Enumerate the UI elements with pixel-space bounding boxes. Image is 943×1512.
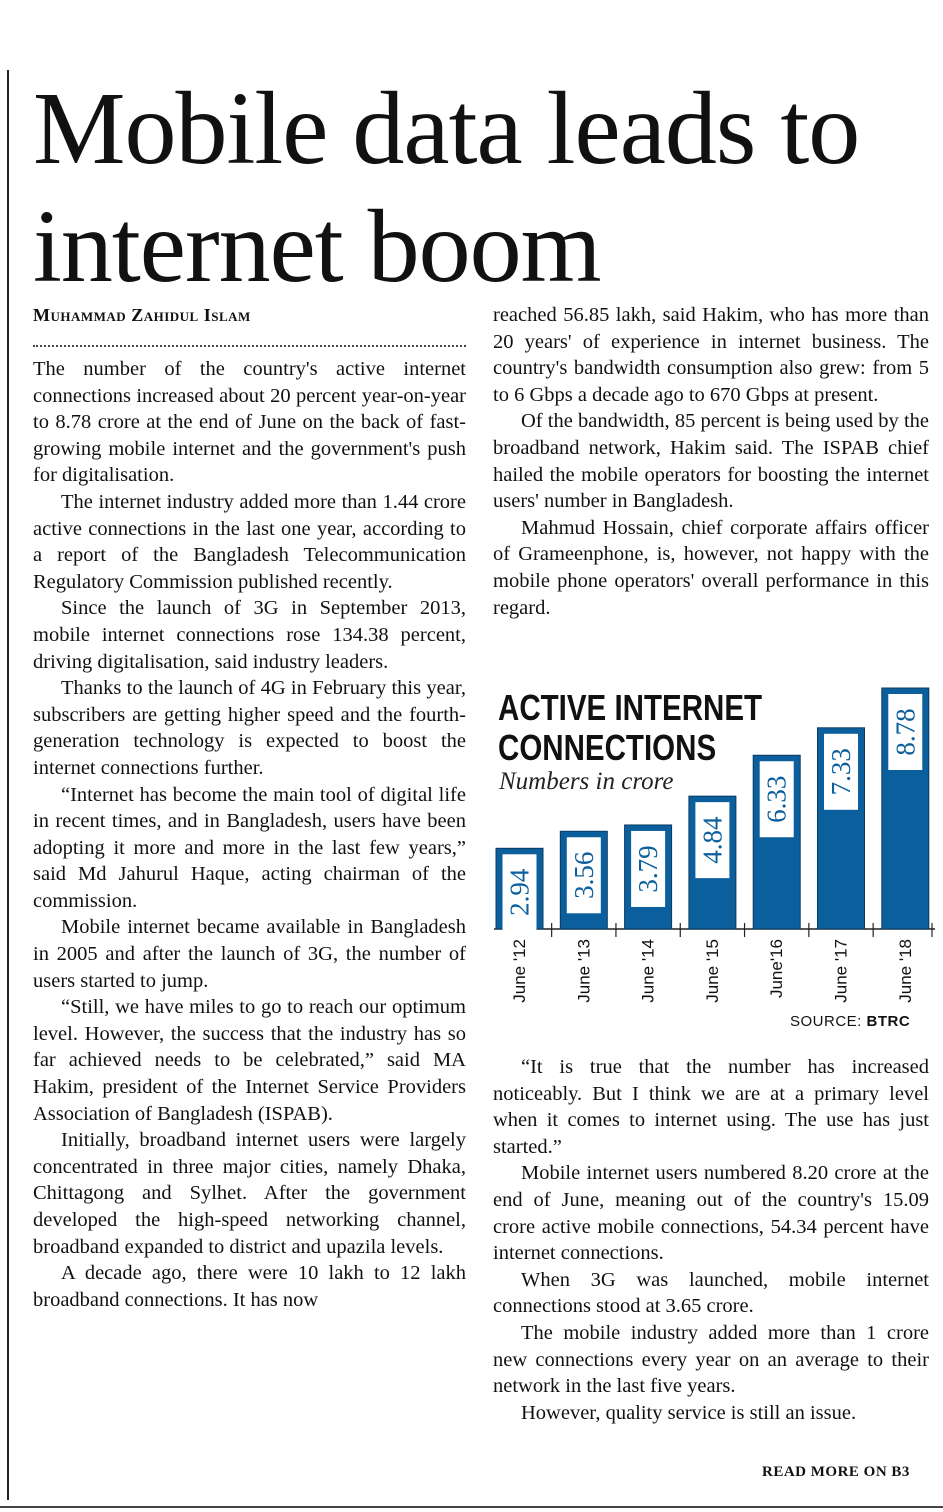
chart-category-label: June '15 bbox=[702, 939, 722, 1003]
chart-category-label: June'16 bbox=[767, 939, 787, 999]
paragraph: A decade ago, there were 10 lakh to 12 lakh broadband connections. It has now bbox=[33, 1262, 466, 1311]
source-name: BTRC bbox=[866, 1013, 911, 1030]
read-more-link[interactable]: READ MORE ON B3 bbox=[762, 1464, 910, 1480]
paragraph: The internet industry added more than 1.44 crore active connections in the last one year, according to a report of the Bangladesh Telecommunication Regulatory Commission published recently. bbox=[33, 490, 466, 593]
column-2-bottom bbox=[493, 1054, 929, 1426]
paragraph: reached 56.85 lakh, said Hakim, who has more than 20 years' of experience in internet business. The country's bandwidth consumption also grew: from 5 to 6 Gbps a decade ago to 670 Gbps at present. bbox=[493, 304, 929, 406]
chart-category-label: June '14 bbox=[638, 939, 658, 1003]
paragraph: Mahmud Hossain, chief corporate affairs officer of Grameenphone, is, however, not happy with the mobile phone operators' overall performance in this regard. bbox=[493, 516, 929, 619]
paragraph: Mobile internet users numbered 8.20 crore at the end of June, meaning out of the country's 15.09 crore active mobile connections, 54.34 percent have internet connections. bbox=[493, 1162, 929, 1265]
paragraph: “Still, we have miles to go to reach our optimum level. However, the success that the industry has so far achieved needs to be celebrated,” said MA Hakim, president of the Internet Service Providers Association of Bangladesh (ISPAB). bbox=[33, 996, 466, 1125]
chart-category-label: June '12 bbox=[510, 939, 529, 1003]
paragraph: Initially, broadband internet users were largely concentrated in three major cities, namely Dhaka, Chittagong and Sylhet. After the government developed the high-speed networking channel, broadband expanded to district and upazila levels. bbox=[33, 1129, 466, 1258]
paragraph: Since the launch of 3G in September 2013, mobile internet connections rose 134.38 percent, driving digitalisation, said industry leaders. bbox=[33, 597, 466, 673]
chart-source bbox=[790, 1013, 910, 1030]
chart-category-label: June '13 bbox=[574, 939, 594, 1003]
left-column-rule bbox=[7, 70, 9, 1500]
paragraph: Thanks to the launch of 4G in February this year, subscribers are getting higher speed and the fourth-generation technology is expected to boost the internet connections further. bbox=[33, 677, 466, 779]
paragraph: “It is true that the number has increased noticeably. But I think we are at a primary level when it comes to internet using. The use has just started.” bbox=[493, 1056, 929, 1158]
column-1 bbox=[33, 356, 466, 1313]
byline: Muhammad Zahidul Islam bbox=[33, 305, 251, 325]
source-label: SOURCE: bbox=[790, 1013, 862, 1030]
chart-category-label: June '17 bbox=[831, 939, 851, 1003]
chart-value-label: 2.94 bbox=[504, 868, 535, 916]
dotted-divider bbox=[33, 345, 466, 347]
paragraph: The mobile industry added more than 1 crore new connections every year on an average to their network in the last five years. bbox=[493, 1321, 929, 1398]
chart-category-label: June '18 bbox=[895, 939, 915, 1003]
chart-value-label: 6.33 bbox=[761, 775, 792, 823]
bottom-rule bbox=[0, 1506, 943, 1508]
chart-value-label: 8.78 bbox=[890, 708, 921, 756]
headline: Mobile data leads to internet boom bbox=[33, 71, 860, 304]
paragraph: “Internet has become the main tool of digital life in recent times, and in Bangladesh, users have been adopting it more and more in the last few years,” said Md Jahurul Haque, acting chairman of the commission. bbox=[33, 783, 466, 912]
paragraph: The number of the country's active internet connections increased about 20 percent year-on-year to 8.78 crore at the end of June on the back of fast-growing mobile internet and the government's push for digitalisation. bbox=[33, 358, 466, 487]
chart-subtitle: Numbers in crore bbox=[499, 768, 674, 795]
chart-value-label: 3.79 bbox=[633, 845, 664, 893]
chart-title: ACTIVE INTERNET CONNECTIONS bbox=[498, 687, 763, 768]
paragraph: When 3G was launched, mobile internet connections stood at 3.65 crore. bbox=[493, 1268, 929, 1318]
chart-value-label: 7.33 bbox=[826, 748, 856, 796]
paragraph: However, quality service is still an issue. bbox=[521, 1401, 857, 1424]
chart-value-label: 4.84 bbox=[697, 816, 728, 864]
chart-value-label: 3.56 bbox=[568, 851, 599, 899]
paragraph: Of the bandwidth, 85 percent is being used by the broadband network, Hakim said. The ISPAB chief hailed the mobile operators for boosting the internet users' number in Bangladesh. bbox=[493, 410, 929, 513]
paragraph: Mobile internet became available in Bangladesh in 2005 and after the launch of 3G, the number of users started to jump. bbox=[33, 916, 466, 992]
column-2-top bbox=[493, 302, 929, 621]
